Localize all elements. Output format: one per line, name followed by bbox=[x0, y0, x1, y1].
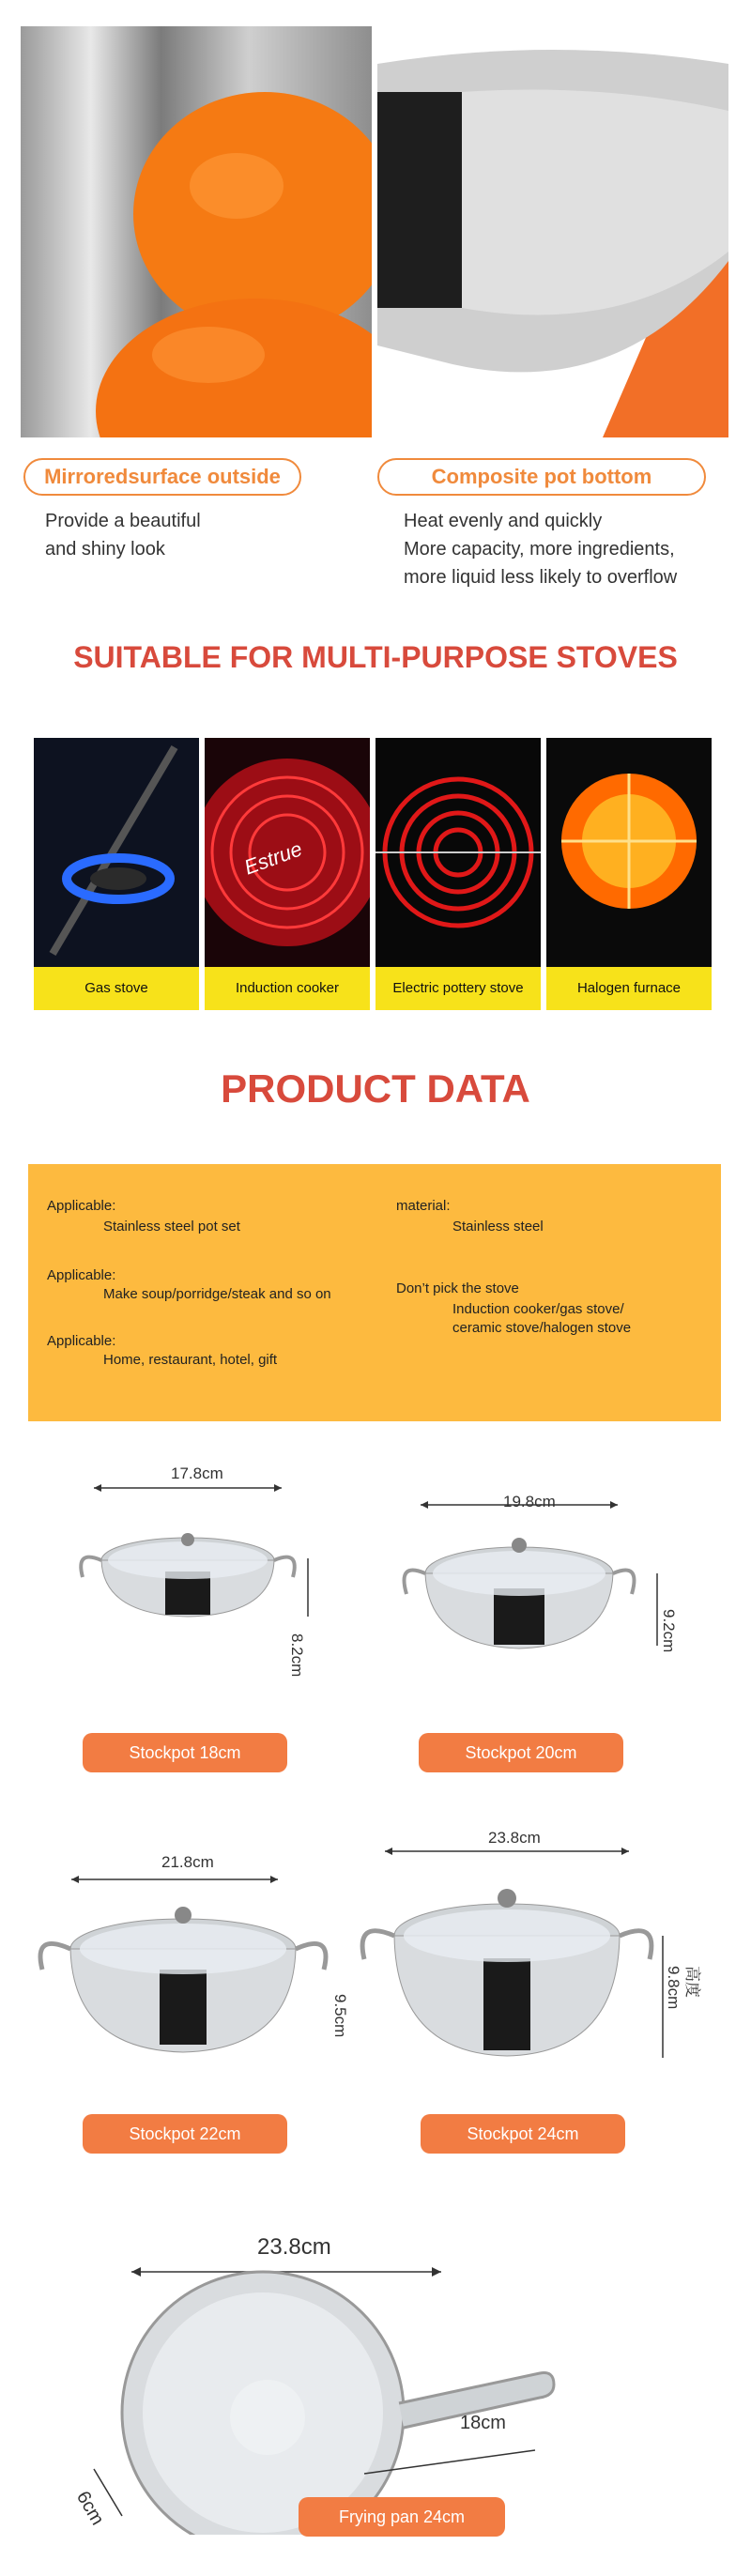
data-value: Stainless steel pot set bbox=[103, 1219, 240, 1234]
brand-text: Estrue bbox=[240, 836, 306, 880]
stockpot-20-image bbox=[402, 1491, 683, 1653]
product-data-title: PRODUCT DATA bbox=[221, 1066, 530, 1111]
pot-name-22: Stockpot 22cm bbox=[83, 2114, 287, 2154]
pot-bottom-photo bbox=[377, 26, 728, 437]
product-data-box bbox=[28, 1164, 721, 1421]
gas-flame-icon bbox=[34, 738, 199, 967]
desc-line: Heat evenly and quickly bbox=[404, 511, 603, 531]
stoves-title: SUITABLE FOR MULTI-PURPOSE STOVES bbox=[73, 640, 678, 674]
stove-label: Electric pottery stove bbox=[376, 967, 541, 1010]
data-value: Home, restaurant, hotel, gift bbox=[103, 1352, 278, 1368]
stove-card-induction bbox=[205, 738, 370, 1010]
frying-pan-image bbox=[66, 2253, 573, 2535]
stockpot-22-image bbox=[28, 1866, 338, 2054]
feature-label-composite: Composite pot bottom bbox=[377, 458, 706, 496]
desc-line: More capacity, more ingredients, bbox=[404, 539, 675, 560]
data-value: Make soup/porridge/steak and so on bbox=[103, 1286, 331, 1302]
data-label: Applicable: bbox=[47, 1333, 116, 1349]
pot-height-label: 9.2cm bbox=[660, 1609, 678, 1653]
pot-side-image bbox=[377, 26, 728, 437]
pot-width-label: 23.8cm bbox=[488, 1829, 541, 1847]
halogen-glow-icon bbox=[546, 738, 712, 967]
stove-label: Induction cooker bbox=[205, 967, 370, 1010]
mirror-surface-photo bbox=[21, 26, 372, 437]
desc-line: and shiny look bbox=[45, 539, 165, 560]
pan-name: Frying pan 24cm bbox=[299, 2497, 505, 2537]
data-value: ceramic stove/halogen stove bbox=[452, 1320, 632, 1336]
desc-line: more liquid less likely to overflow bbox=[404, 567, 678, 588]
stove-card-halogen bbox=[546, 738, 712, 1010]
pot-width-label: 21.8cm bbox=[161, 1853, 214, 1871]
data-value: Induction cooker/gas stove/ bbox=[452, 1301, 624, 1317]
electric-coil-icon bbox=[376, 738, 541, 967]
pot-height-label: 8.2cm bbox=[288, 1633, 306, 1678]
pot-name-18: Stockpot 18cm bbox=[83, 1733, 287, 1772]
oranges-reflection-image bbox=[21, 26, 372, 437]
data-label: Don’t pick the stove bbox=[396, 1280, 519, 1296]
desc-line: Provide a beautiful bbox=[45, 511, 201, 531]
stove-label: Gas stove bbox=[34, 967, 199, 1010]
pot-width-label: 19.8cm bbox=[503, 1493, 556, 1510]
pot-width-label: 17.8cm bbox=[171, 1464, 223, 1482]
feature-desc-composite bbox=[404, 507, 742, 591]
pot-height-label: 9.5cm bbox=[331, 1994, 349, 2038]
pan-depth-label: 6cm bbox=[71, 2488, 108, 2529]
pot-name-24: Stockpot 24cm bbox=[421, 2114, 625, 2154]
data-label: material: bbox=[396, 1198, 451, 1214]
pot-name-20: Stockpot 20cm bbox=[419, 1733, 623, 1772]
data-label: Applicable: bbox=[47, 1267, 116, 1283]
stove-label: Halogen furnace bbox=[546, 967, 712, 1010]
stove-card-electric bbox=[376, 738, 541, 1010]
feature-desc-mirror bbox=[45, 507, 364, 563]
pan-handle-label: 18cm bbox=[460, 2413, 506, 2433]
pan-diameter-label: 23.8cm bbox=[257, 2234, 331, 2260]
data-value: Stainless steel bbox=[452, 1219, 544, 1234]
stove-card-gas bbox=[34, 738, 199, 1010]
feature-label-mirror: Mirroredsurface outside bbox=[23, 458, 301, 496]
stockpot-24-image bbox=[347, 1842, 667, 2067]
pot-height-label: 高度9.8cm bbox=[665, 1966, 701, 2010]
data-label: Applicable: bbox=[47, 1198, 116, 1214]
induction-coil-icon bbox=[205, 738, 370, 967]
stockpot-18-image bbox=[75, 1474, 319, 1624]
